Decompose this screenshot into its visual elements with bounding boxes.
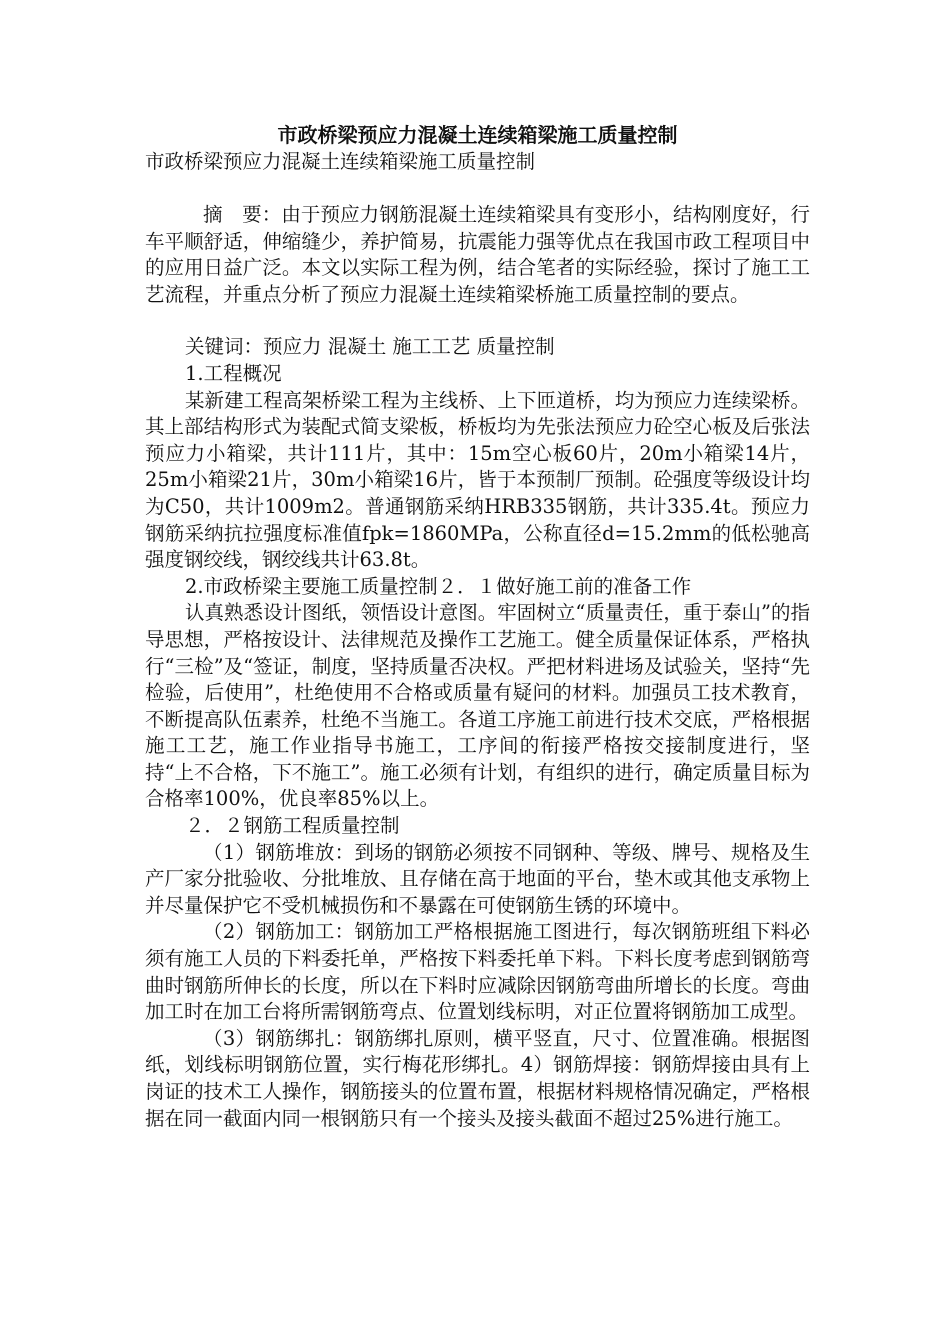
document-subtitle: 市政桥梁预应力混凝土连续箱梁施工质量控制 xyxy=(145,150,536,173)
section-1-heading: 1.工程概况 xyxy=(185,361,282,385)
section-1-body: 某新建工程高架桥梁工程为主线桥、上下匝道桥，均为预应力连续梁桥。其上部结构形式为装配式简支梁板，桥板均为先张法预应力砼空心板及后张法预应力小箱梁，共计111片，其中：15m空心板60片，20m小箱梁14片，25m小箱梁21片，30m小箱梁16片，皆于本预制厂预制。砼强度等级设计均为C50，共计1009m2。普通钢筋采纳HRB335钢筋，共计335.4t。预应力钢筋采纳抗拉强度标准值fpk=1860MPa，公称直径d=15.2mm的低松驰高强度钢绞线，钢绞线共计63.8t。 xyxy=(145,388,810,572)
keywords-line: 关键词：预应力 混凝土 施工工艺 质量控制 xyxy=(185,335,555,359)
abstract-paragraph: 摘 要：由于预应力钢筋混凝土连续箱梁具有变形小，结构刚度好，行车平顺舒适，伸缩缝少，养护简易，抗震能力强等优点在我国市政工程项目中的应用日益广泛。本文以实际工程为例，结合笔者的实际经验，探讨了施工工艺流程，并重点分析了预应力混凝土连续箱梁桥施工质量控制的要点。 xyxy=(145,203,810,306)
section-2-2-heading: ２．２钢筋工程质量控制 xyxy=(185,814,400,838)
section-2-heading: 2.市政桥梁主要施工质量控制２．１做好施工前的准备工作 xyxy=(185,574,692,598)
spacer xyxy=(145,308,810,334)
list-item-rebar-binding: （3）钢筋绑扎：钢筋绑扎原则，横平竖直，尺寸、位置准确。根据图纸，划线标明钢筋位置，实行梅花形绑扎。4）钢筋焊接：钢筋焊接由具有上岗证的技术工人操作，钢筋接头的位置布置，根据材料规格情况确定，严格根据在同一截面内同一根钢筋只有一个接头及接头截面不超过25%进行施工。 xyxy=(145,1026,810,1130)
spacer xyxy=(145,176,810,202)
list-item-rebar-processing: （2）钢筋加工：钢筋加工严格根据施工图进行，每次钢筋班组下料必须有施工人员的下料委托单，严格按下料委托单下料。下料长度考虑到钢筋弯曲时钢筋所伸长的长度，所以在下料时应减除因钢筋弯曲所增长的长度。弯曲加工时在加工台将所需钢筋弯点、位置划线标明，对正位置将钢筋加工成型。 xyxy=(145,920,810,1024)
section-2-body: 认真熟悉设计图纸，领悟设计意图。牢固树立“质量责任，重于泰山”的指导思想，严格按设计、法律规范及操作工艺施工。健全质量保证体系，严格执行“三检”及“签证，制度，坚持质量否决权。严把材料进场及试验关，坚持“先检验，后使用”，杜绝使用不合格或质量有疑问的材料。加强员工技术教育，不断提高队伍素养，杜绝不当施工。各道工序施工前进行技术交底，严格根据施工工艺，施工作业指导书施工，工序间的衔接严格按交接制度进行，坚持“上不合格，下不施工”。施工必须有计划，有组织的进行，确定质量目标为合格率100%，优良率85%以上。 xyxy=(145,601,810,811)
document-page xyxy=(145,122,810,1132)
document-title: 市政桥梁预应力混凝土连续箱梁施工质量控制 xyxy=(277,123,678,147)
list-item-rebar-storage: （1）钢筋堆放：到场的钢筋必须按不同钢种、等级、牌号、规格及生产厂家分批验收、分批堆放、且存储在高于地面的平台，垫木或其他支承物上并尽量保护它不受机械损伤和不暴露在可使钢筋生锈的环境中。 xyxy=(145,840,810,917)
